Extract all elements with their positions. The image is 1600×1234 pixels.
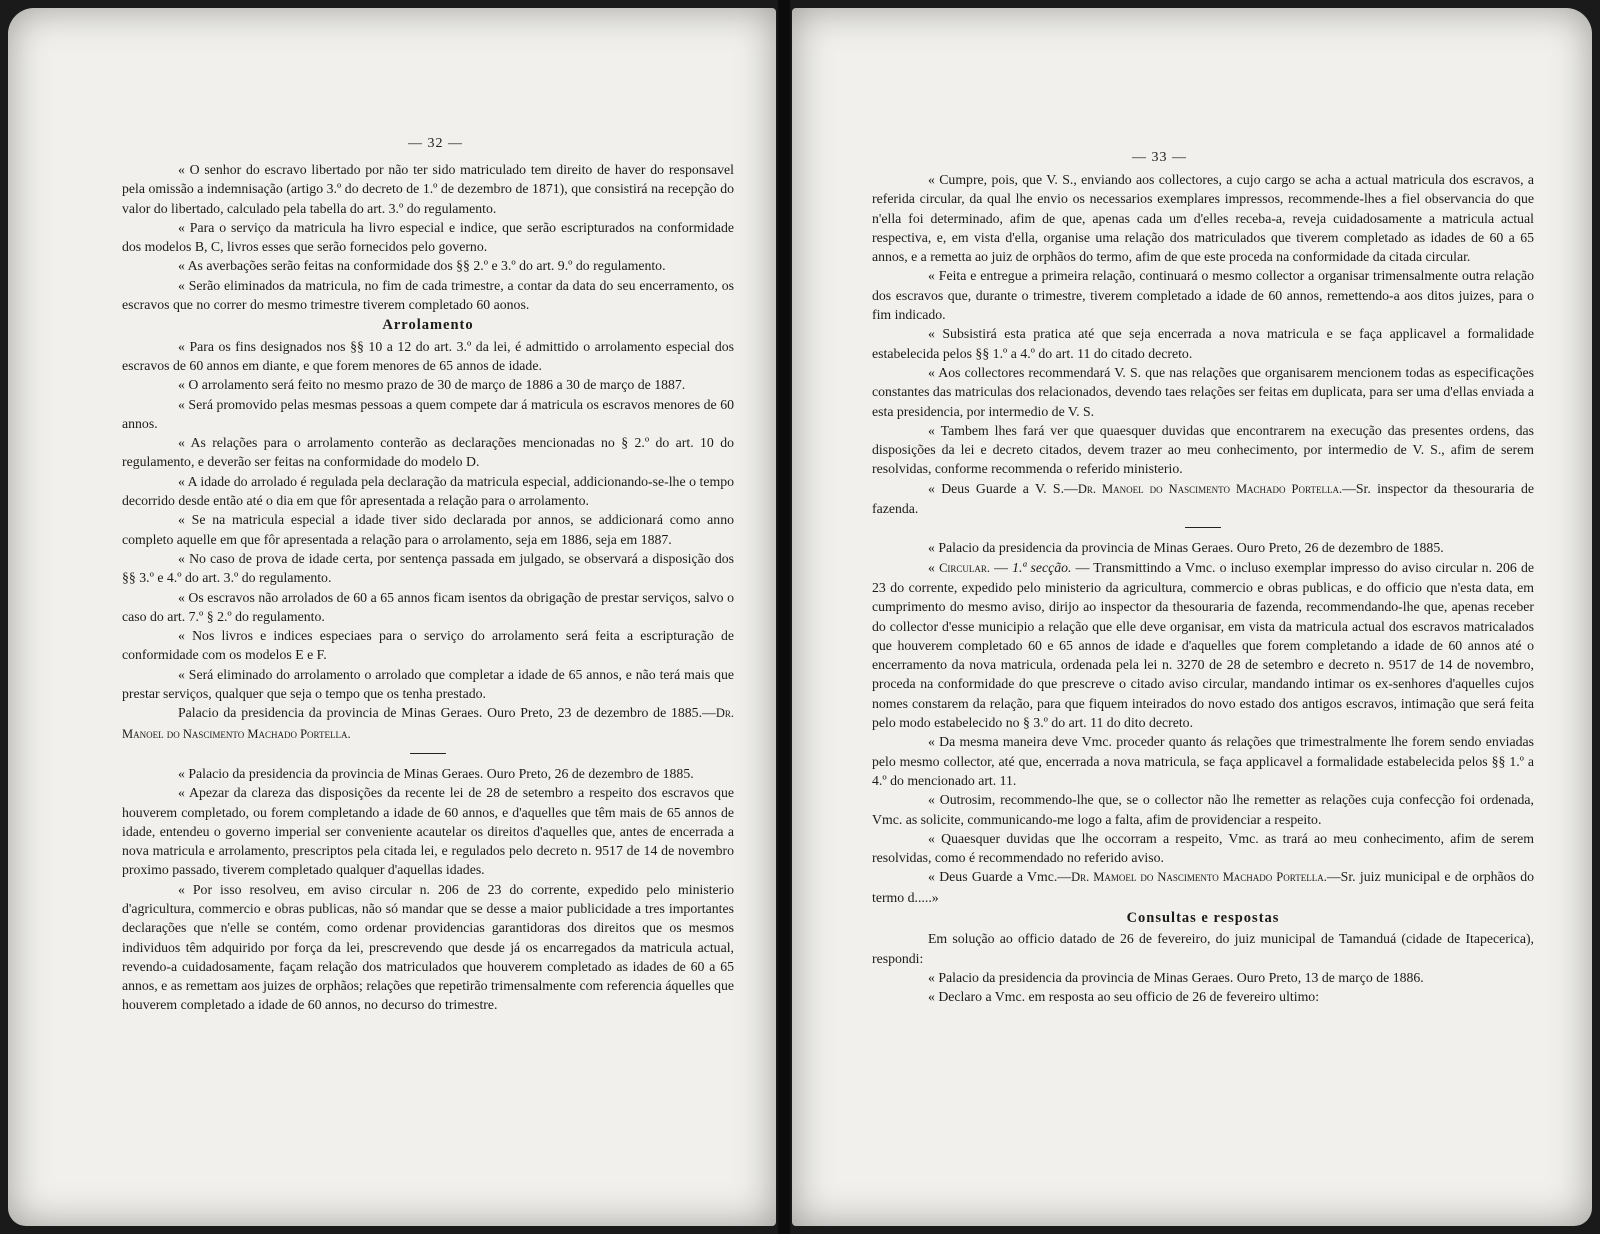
paragraph: « O senhor do escravo libertado por não ter sido matriculado tem direito de haver do responsavel pela omissão a indemnisação (artigo 3.º do decreto de 1.º de dezembro de 1871), que consistirá na recepção do valor do libertado, calculado pela tabella do art. 3.º do regulamento.: [122, 162, 734, 216]
paragraph: « Será eliminado do arrolamento o arrolado que completar a idade de 65 annos, e não terá mais que prestar serviços, qualquer que seja o tempo que os tenha prestado.: [122, 666, 734, 702]
page-body: [122, 160, 734, 1015]
paragraph: « Serão eliminados da matricula, no fim de cada trimestre, a contar da data do seu encerramento, os escravos que no correr do mesmo trimestre tiverem completado 60 aonos.: [122, 277, 734, 313]
circular-text: — Transmittindo a Vmc. o incluso exemplar impresso do aviso circular n. 206 de 23 do corrente, expedido pelo ministerio da agricultura, commercio e obras publicas, e do officio que n'esta data, em cumprimento do mesmo aviso, dirijo ao inspector da thesouraria de fazenda, recommendando-lhe que, apenas receber do collector d'esse municipio a relação que elle deve organisar, em vista da matricula actual dos escravos matricalados que houverem completado 60 e 65 annos de idade e d'aquelles que forem completando a idade de 60 annos até o encerramento da nova matricula, ordenada pela lei n. 3270 de 28 de setembro e decreto n. 9517 de 14 de novembro, proceda na conformidade do que prescreve o citado aviso circular, mandando intimar os ex-senhores d'aquelles cujos nomes constarem da relação, para que fiquem inteirados do novo estado dos antigos escravos, intimação que será feita pelo modo estabelecido no § 3.º do art. 11 do dito decreto.: [872, 559, 1534, 731]
paragraph: « Subsistirá esta pratica até que seja encerrada a nova matricula e se faça applicavel a formalidade estabelecida pelos §§ 1.º a 4.º do art. 11 do citado decreto.: [872, 326, 1534, 361]
divider: [410, 753, 446, 754]
right-page: [792, 8, 1592, 1226]
page-number: — 33 —: [1132, 150, 1187, 165]
left-page: [8, 8, 776, 1226]
signature: Dr. Manoel do Nascimento Machado Portella.: [122, 706, 734, 741]
paragraph: « Tambem lhes fará ver que quaesquer duvidas que encontrarem na execução das presentes ordens, das disposições da lei e decreto citados, devem trazer ao meu conhecimento, por intermedio de V. S., afim de serem resolvidas, conforme recommenda o referido ministerio.: [872, 422, 1534, 477]
paragraph: Em solução ao officio datado de 26 de fevereiro, do juiz municipal de Tamanduá (cidade de Itapecerica), respondi:: [872, 931, 1534, 966]
circular-label: Circular.: [939, 560, 991, 575]
paragraph: « Feita e entregue a primeira relação, continuará o mesmo collector a organisar trimensalmente outra relação dos escravos que, durante o trimestre, tiverem completado a idade de 60 annos, remettendo-a aos ditos juizes, para o fim indicado.: [872, 268, 1534, 323]
page-body: [872, 170, 1534, 1006]
circular-paragraph: « Circular. — 1.ª secção. — Transmittindo a Vmc. o incluso exemplar impresso do aviso circular n. 206 de 23 do corrente, expedido pelo ministerio da agricultura, commercio e obras publicas, e do officio que n'esta data, em cumprimento do mesmo aviso, dirijo ao inspector da thesouraria de fazenda, recommendando-lhe que, apenas receber do collector d'esse municipio a relação que elle deve organisar, em vista da matricula actual dos escravos matricalados que houverem completado 60 e 65 annos de idade e d'aquelles que forem completando a idade de 60 annos até o encerramento da nova matricula, ordenada pela lei n. 3270 de 28 de setembro e decreto n. 9517 de 14 de novembro, proceda na conformidade do que prescreve o citado aviso circular, mandando intimar os ex-senhores d'aquelles cujos nomes constarem da relação, para que fiquem inteirados do novo estado dos antigos escravos, intimação que será feita pelo modo estabelecido no § 3.º do art. 11 do dito decreto.: [872, 559, 1534, 731]
page-number: — 32 —: [408, 136, 463, 151]
paragraph: « Se na matricula especial a idade tiver sido declarada por annos, se addicionará como anno completo aquelle em que fôr apresentada a relação para o arrolamento, seja em 1886, seja em 1887.: [122, 512, 734, 547]
paragraph: « Cumpre, pois, que V. S., enviando aos collectores, a cujo cargo se acha a actual matricula dos escravos, a referida circular, da qual lhe envio os necessarios exemplares impressos, recommende-lhes a fiel observancia do que n'ella foi determinado, afim de que, apenas cada um d'elles receba-a, reveja cuidadosamente a matricula actual respectiva, e, em vista d'ella, organise uma relação dos matriculados que tiverem completado as idades de 60 a 65 annos, e a remetta ao juiz de orphãos do termo, afim de que este proceda na conformidade da citada circular.: [872, 172, 1534, 265]
paragraph: « Os escravos não arrolados de 60 a 65 annos ficam isentos da obrigação de prestar serviços, salvo o caso do art. 7.º § 2.º do regulamento.: [122, 589, 734, 624]
closing-paragraph: [122, 703, 734, 744]
closing-text: Palacio da presidencia da provincia de Minas Geraes. Ouro Preto, 23 de dezembro de 1885.—: [178, 705, 716, 721]
paragraph: « Da mesma maneira deve Vmc. proceder quanto ás relações que trimestralmente lhe forem sendo enviadas pelo mesmo collector, até que, encerrada a nova matricula, se faça applicavel a formalidade estabelecida pelos §§ 1.º a 4.º do mencionado art. 11.: [872, 734, 1534, 788]
paragraph: « Para o serviço da matricula ha livro especial e indice, que serão escripturados na conformidade dos modelos B, C, livros esses que serão fornecidos pelo governo.: [122, 219, 734, 255]
paragraph: « Palacio da presidencia da provincia de Minas Geraes. Ouro Preto, 13 de março de 1886.: [928, 969, 1424, 985]
paragraph: « Palacio da presidencia da provincia de Minas Geraes. Ouro Preto, 26 de dezembro de 1885.: [928, 540, 1444, 556]
book-spine: [778, 0, 790, 1234]
closing-text: « Deus Guarde a Vmc.—: [928, 869, 1072, 885]
closing-text: —Sr. inspector da thesouraria de fazenda.: [872, 480, 1534, 517]
paragraph: « Palacio da presidencia da provincia de Minas Geraes. Ouro Preto, 26 de dezembro de 1885.: [178, 765, 694, 781]
paragraph: « Apezar da clareza das disposições da recente lei de 28 de setembro a respeito dos escravos que houverem completado, ou forem completando a idade de 60 annos, e d'aquelles que têm mais de 65 annos de idade, entendeu o governo imperial ser conveniente acautelar os direitos d'aquelles que, antes de encerrada a nova matricula e arrolamento, prescriptos pela citada lei, e regulados pelo decreto n. 9517 de 14 de novembro proximo passado, tiverem completado qualquer d'aquellas idades.: [122, 785, 734, 878]
paragraph: « Outrosim, recommendo-lhe que, se o collector não lhe remetter as relações cuja confecção foi ordenada, Vmc. as solicite, communicando-me logo a falta, afim de providenciar a respeito.: [872, 792, 1534, 827]
paragraph: « A idade do arrolado é regulada pela declaração da matricula especial, addicionando-se-lhe o tempo decorrido desde então até o dia em que fôr apresentada a relação para o arrolamento.: [122, 473, 734, 509]
closing-paragraph: [872, 479, 1534, 519]
closing-paragraph: [872, 867, 1534, 907]
paragraph: « As relações para o arrolamento conterão as declarações mencionadas no § 2.º do art. 10 do regulamento, e deverão ser feitas na conformidade do modelo D.: [122, 435, 734, 470]
signature: Dr. Manoel do Nascimento Machado Portella.: [1077, 481, 1343, 496]
paragraph: « No caso de prova de idade certa, por sentença passada em julgado, se observará a disposição dos §§ 3.º e 4.º do art. 3.º do regulamento.: [122, 550, 734, 586]
paragraph: « Aos collectores recommendará V. S. que nas relações que organisarem mencionem todas as especificações constantes das matriculas dos relacionados, devendo taes relações ser feitas em duplicata, para ser uma d'ellas enviada a esta presidencia, por intermedio de V. S.: [872, 364, 1534, 419]
closing-text: —Sr. juiz municipal e de orphãos do termo d.....»: [872, 869, 1535, 905]
paragraph: « As averbações serão feitas na conformidade dos §§ 2.º e 3.º do art. 9.º do regulamento.: [178, 258, 666, 274]
paragraph: « Por isso resolveu, em aviso circular n. 206 de 23 do corrente, expedido pelo ministerio d'agricultura, commercio e obras publicas, não só mandar que se desse a maior publicidade a tres importantes declarações que n'elle se contém, como ordenar providencias garantidoras dos direitos que os mesmos individuos têm adquirido por força da lei, prescrevendo que desde já os encarregados da matricula actual, revendo-a cuidadosamente, façam relação dos matriculados que houverem completado as idades de 60 a 65 annos, e as remettam aos juizes de orphãos; relações que repetirão trimensalmente com referencia áquelles que houverem completado a idade de 60 annos, no decurso do trimestre.: [122, 881, 734, 1013]
divider: [1185, 527, 1221, 528]
paragraph: « Declaro a Vmc. em resposta ao seu officio de 26 de fevereiro ultimo:: [928, 989, 1320, 1005]
paragraph: « Nos livros e indices especiaes para o serviço do arrolamento será feita a escripturação de conformidade com os modelos E e F.: [122, 628, 734, 663]
section-heading: Consultas e respostas: [1126, 909, 1280, 926]
paragraph: « Será promovido pelas mesmas pessoas a quem compete dar á matricula os escravos menores de 60 annos.: [122, 396, 734, 431]
paragraph: « Para os fins designados nos §§ 10 a 12 do art. 3.º da lei, é admittido o arrolamento especial dos escravos de 60 annos em diante, e que forem menores de 65 annos de idade.: [122, 338, 734, 373]
paragraph: « Quaesquer duvidas que lhe occorram a respeito, Vmc. as trará ao meu conhecimento, afim de serem resolvidas, como é recommendado no referido aviso.: [872, 830, 1534, 866]
closing-text: « Deus Guarde a V. S.—: [928, 480, 1078, 496]
circular-section: 1.ª secção.: [1012, 559, 1072, 575]
section-heading: Arrolamento: [382, 317, 474, 334]
signature: Dr. Mamoel do Nascimento Machado Portella.: [1071, 870, 1327, 885]
paragraph: « O arrolamento será feito no mesmo prazo de 30 de março de 1886 a 30 de março de 1887.: [178, 377, 686, 393]
